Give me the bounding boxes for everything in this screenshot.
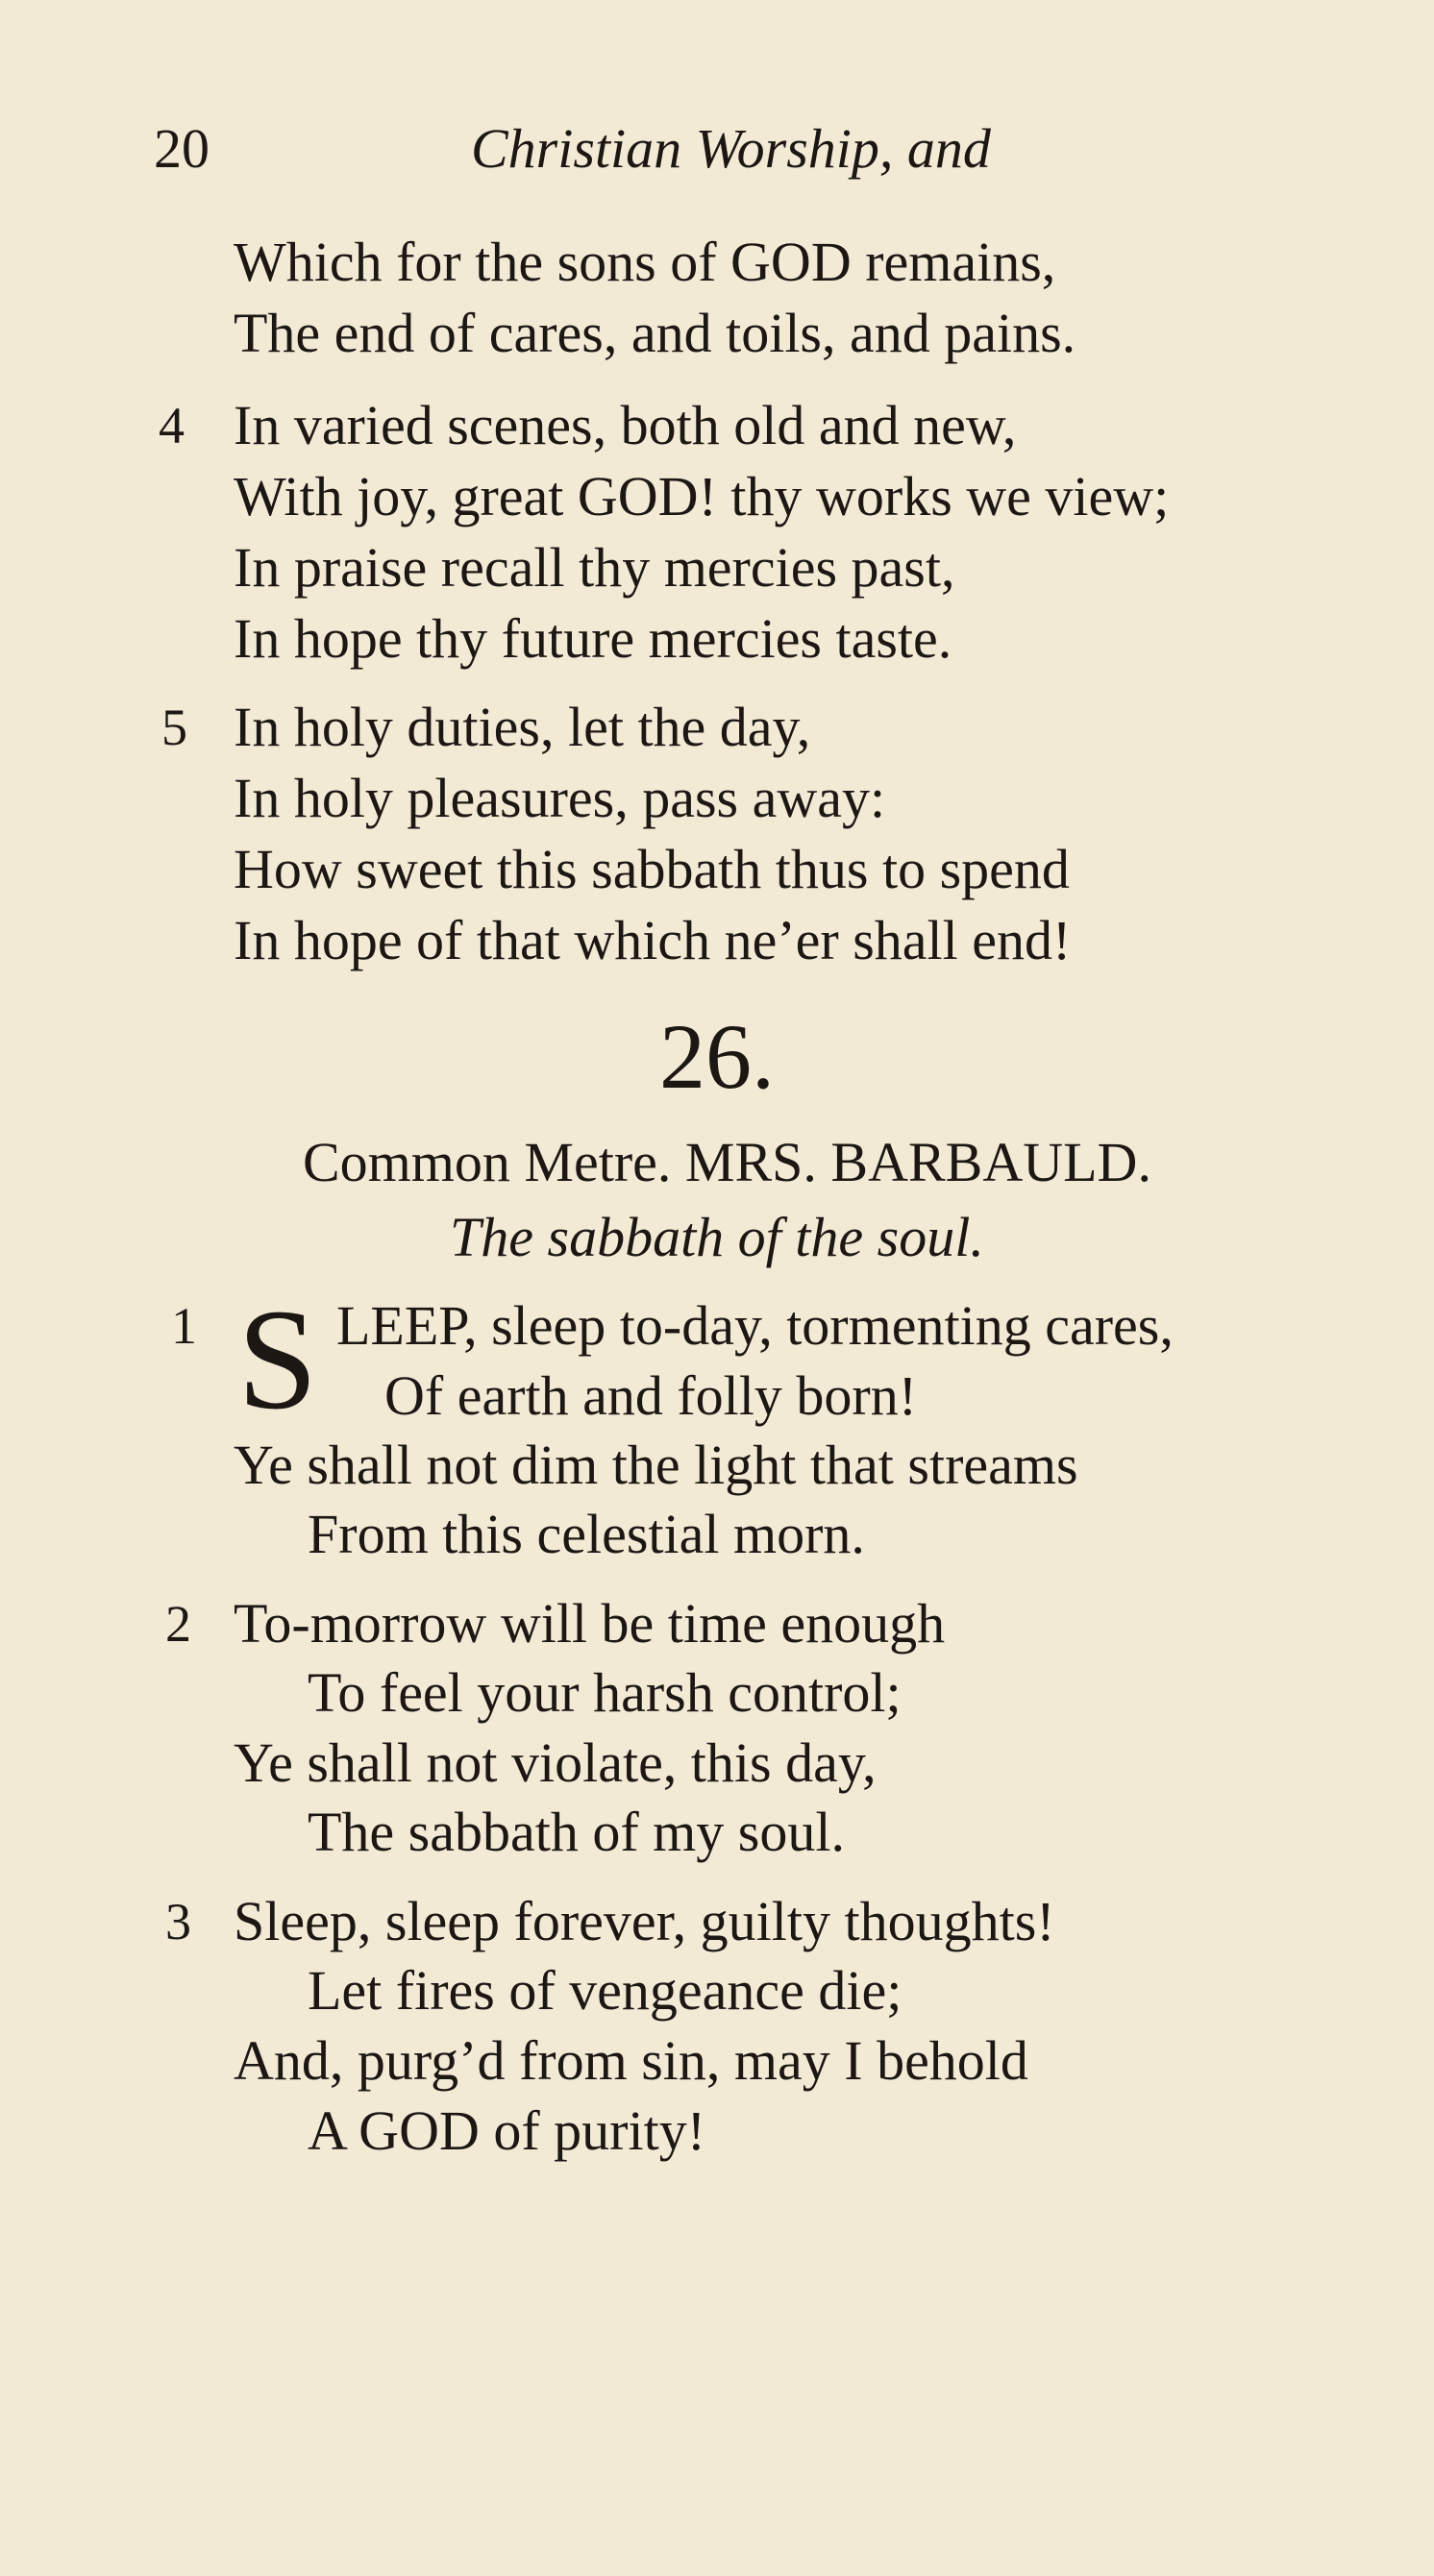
verse-line: The sabbath of my soul. xyxy=(308,1801,845,1863)
stanza-line: How sweet this sabbath thus to spend xyxy=(234,838,1070,900)
verse-line: Ye shall not violate, this day, xyxy=(234,1731,877,1794)
verse-line: Of earth and folly born! xyxy=(384,1364,918,1427)
drop-cap: S xyxy=(237,1280,318,1439)
stanza-line: In holy pleasures, pass away: xyxy=(234,767,886,829)
verse-line: LEEP, sleep to-day, tormenting cares, xyxy=(336,1294,1174,1357)
stanza-line: In praise recall thy mercies past, xyxy=(234,536,955,599)
verse-line: From this celestial morn. xyxy=(308,1503,865,1565)
stanza-line: Which for the sons of GOD remains, xyxy=(234,231,1056,293)
stanza-line: With joy, great GOD! thy works we view; xyxy=(234,465,1170,527)
hymn-number: 26. xyxy=(659,1005,775,1108)
stanza-line: The end of cares, and toils, and pains. xyxy=(234,302,1076,364)
hymn-metre: Common Metre. MRS. BARBAULD. xyxy=(303,1131,1151,1193)
verse-line: Sleep, sleep forever, guilty thoughts! xyxy=(234,1890,1055,1952)
stanza-line: In holy duties, let the day, xyxy=(234,696,811,758)
page-number: 20 xyxy=(154,117,210,180)
hymn-subtitle: The sabbath of the soul. xyxy=(450,1206,984,1268)
verse-number: 3 xyxy=(165,1893,191,1950)
stanza-line: In varied scenes, both old and new, xyxy=(234,394,1017,456)
stanza-line: In hope of that which ne’er shall end! xyxy=(234,909,1072,971)
running-title: Christian Worship, and xyxy=(471,117,991,180)
verse-line: To feel your harsh control; xyxy=(308,1661,902,1724)
stanza-line: In hope thy future mercies taste. xyxy=(234,607,952,670)
verse-number: 1 xyxy=(171,1297,197,1355)
verse-line: Let fires of vengeance die; xyxy=(308,1959,902,2022)
stanza-number: 5 xyxy=(161,699,187,756)
verse-line: Ye shall not dim the light that streams xyxy=(234,1434,1078,1496)
verse-line: A GOD of purity! xyxy=(308,2099,706,2162)
verse-number: 2 xyxy=(165,1595,191,1653)
verse-line: And, purg’d from sin, may I behold xyxy=(234,2029,1028,2092)
stanza-number: 4 xyxy=(159,397,185,454)
verse-line: To-morrow will be time enough xyxy=(234,1592,946,1655)
